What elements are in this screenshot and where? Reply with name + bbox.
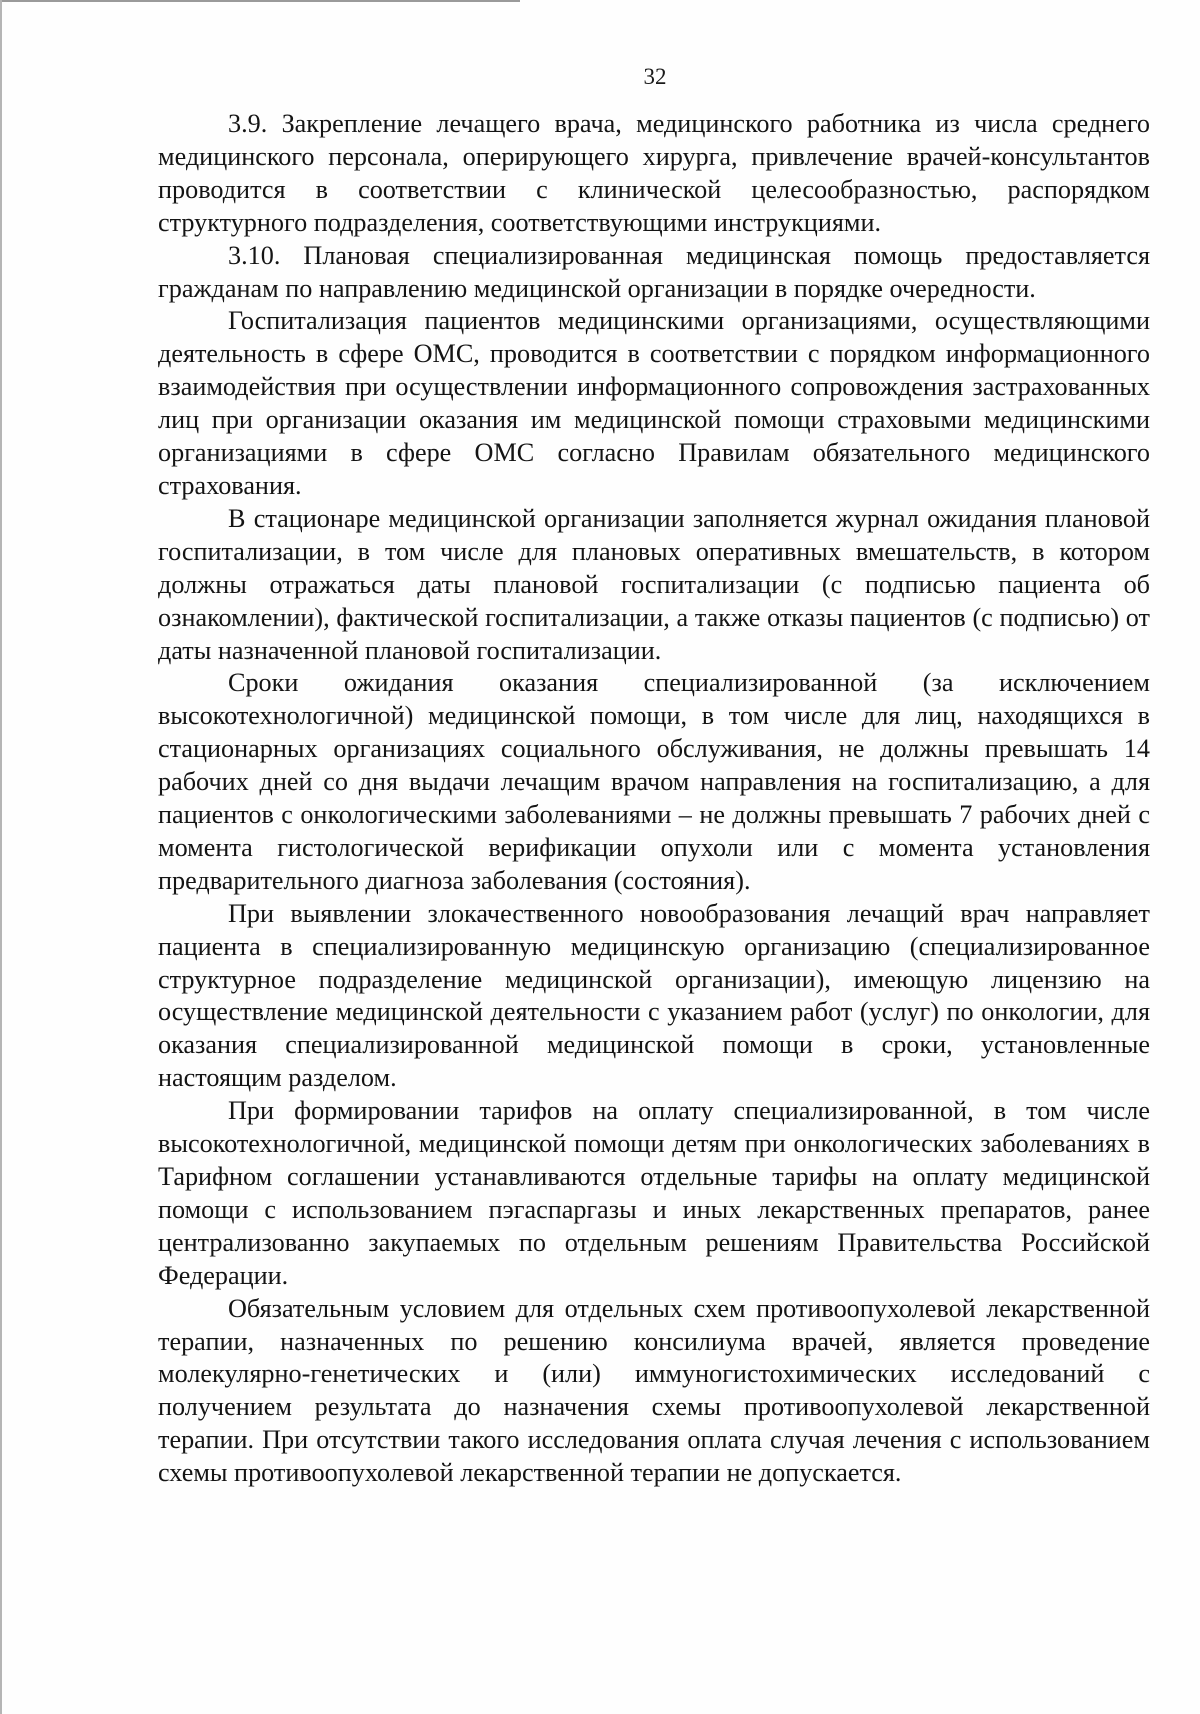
paragraph-waiting-journal: В стационаре медицинской организации заполняется журнал ожидания плановой госпитализации, в том числе для плановых оперативных вмешательств, в котором должны отражаться даты плановой госпитализации (с подписью пациента об ознакомлении), фактической госпитализации, а также отказы пациентов (с подписью) от даты назначенной плановой госпитализации. xyxy=(158,503,1150,665)
paragraph-tariffs: При формировании тарифов на оплату специализированной, в том числе высокотехнологичной, медицинской помощи детям при онкологических заболеваниях в Тарифном соглашении устанавливаются отдельные тарифы на оплату медицинской помощи с использованием пэгаспаргазы и иных лекарственных препаратов, ранее централизованно закупаемых по отдельным решениям Правительства Российской Федерации. xyxy=(158,1096,1150,1290)
scan-edge-top xyxy=(0,0,520,2)
paragraph-waiting-terms: Сроки ожидания оказания специализированной (за исключением высокотехнологичной) медицинской помощи, в том числе для лиц, находящихся в стационарных организациях социального обслуживания, не должны превышать 14 рабочих дней со дня выдачи лечащим врачом направления на госпитализацию, а для пациентов с онкологическими заболеваниями – не должны превышать 7 рабочих дней с момента гистологической верификации опухоли или с момента установления предварительного диагноза заболевания (состояния). xyxy=(158,668,1150,895)
document-body xyxy=(158,108,1150,1490)
page-number: 32 xyxy=(643,64,667,89)
paragraph-hospitalization-oms: Госпитализация пациентов медицинскими организациями, осуществляющими деятельность в сфере ОМС, проводится в соответствии с порядком информационного взаимодействия при осуществлении информационного сопровождения застрахованных лиц при организации оказания им медицинской помощи страховыми медицинскими организациями в сфере ОМС согласно Правилам обязательного медицинского страхования. xyxy=(158,306,1150,500)
paragraph-mandatory-condition: Обязательным условием для отдельных схем противоопухолевой лекарственной терапии, назначенных по решению консилиума врачей, является проведение молекулярно-генетических и (или) иммуногистохимических исследований с получением результата до назначения схемы противоопухолевой лекарственной терапии. При отсутствии такого исследования оплата случая лечения с использованием схемы противоопухолевой лекарственной терапии не допускается. xyxy=(158,1293,1150,1488)
paragraph-3-10: 3.10. Плановая специализированная медицинская помощь предоставляется гражданам по направлению медицинской организации в порядке очередности. xyxy=(158,240,1150,303)
paragraph-malignant-neoplasm: При выявлении злокачественного новообразования лечащий врач направляет пациента в специализированную медицинскую организацию (специализированное структурное подразделение медицинской организации), имеющую лицензию на осуществление медицинской деятельности с указанием работ (услуг) по онкологии, для оказания специализированной медицинской помощи в сроки, установленные настоящим разделом. xyxy=(158,898,1150,1093)
scan-edge-left xyxy=(0,0,2,1714)
paragraph-3-9: 3.9. Закрепление лечащего врача, медицинского работника из числа среднего медицинского персонала, оперирующего хирурга, привлечение врачей-консультантов проводится в соответствии с клинической целесообразностью, распорядком структурного подразделения, соответствующими инструкциями. xyxy=(158,109,1150,237)
